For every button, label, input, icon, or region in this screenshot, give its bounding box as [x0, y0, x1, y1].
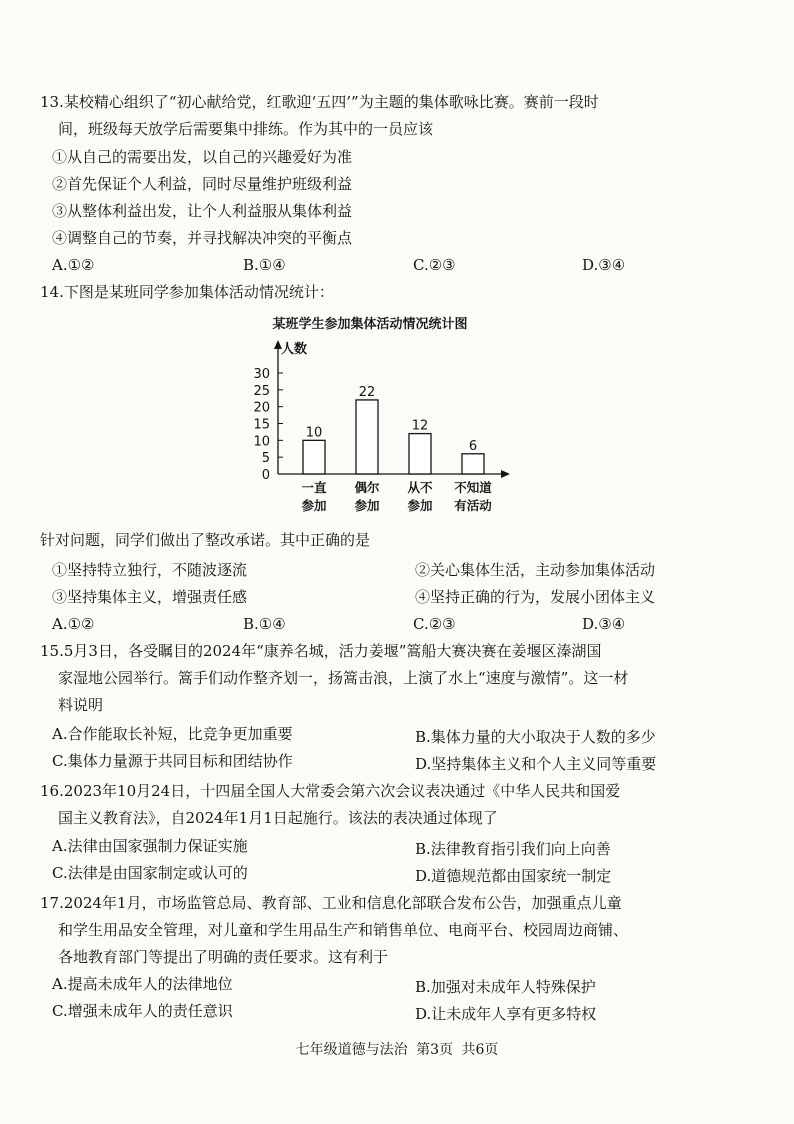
q15-option-a: A.合作能取长补短，比竞争更加重要 [52, 725, 293, 743]
q16-option-b: B.法律教育指引我们向上向善 [415, 840, 611, 858]
page-footer [0, 1041, 794, 1059]
q17-stem-line3: 各地教育部门等提出了明确的责任要求。这有利于 [58, 948, 389, 966]
q17-stem-line2: 和学生用品安全管理，对儿童和学生用品生产和销售单位、电商平台、校园周边商铺、 [58, 921, 629, 939]
bar-value-label-1: 10 [305, 425, 323, 441]
q17-stem-line1: 17.2024年1月，市场监管总局、教育部、工业和信息化部联合发布公告，加强重点儿童 [40, 894, 622, 912]
q14-item-2: ②关心集体生活，主动参加集体活动 [415, 561, 656, 579]
q13-item-1: ①从自己的需要出发，以自己的兴趣爱好为准 [52, 148, 353, 166]
y-tick-label-0: 0 [261, 468, 270, 483]
bar-chart [228, 313, 528, 518]
bar-value-label-3: 12 [411, 418, 429, 434]
q16-stem-line2: 国主义教育法》，自2024年1月1日起施行。该法的表决通过体现了 [58, 809, 498, 827]
q13-item-3: ③从整体利益出发，让个人利益服从集体利益 [52, 202, 353, 220]
y-tick-label-10: 10 [253, 434, 270, 450]
y-tick-label-5: 5 [261, 451, 270, 467]
y-tick-label-25: 25 [253, 383, 270, 399]
y-axis-label: 人数 [281, 342, 308, 357]
category-label-2-line2: 参加 [354, 498, 380, 513]
bar-value-label-4: 6 [468, 438, 478, 454]
footer-page-number: 第3页 [416, 1042, 453, 1058]
q13-item-4: ④调整自己的节奏，并寻找解决冲突的平衡点 [52, 229, 353, 247]
q14-option-c: C.②③ [413, 615, 456, 633]
q13-option-a: A.①② [52, 256, 95, 274]
q14-item-1: ①坚持特立独行，不随波逐流 [52, 561, 248, 579]
q15-option-c: C.集体力量源于共同目标和团结协作 [52, 752, 293, 770]
category-label-4-line2: 有活动 [454, 498, 492, 513]
category-label-1-line1: 一直 [301, 480, 327, 495]
q14-item-3: ③坚持集体主义，增强责任感 [52, 588, 248, 606]
category-label-3-line2: 参加 [407, 498, 433, 513]
q16-option-a: A.法律由国家强制力保证实施 [52, 837, 248, 855]
q16-option-c: C.法律是由国家制定或认可的 [52, 864, 248, 882]
y-tick-label-20: 20 [253, 400, 270, 416]
bar-3 [409, 434, 431, 474]
y-tick-label-15: 15 [253, 417, 270, 433]
q14-after-text: 针对问题，同学们做出了整改承诺。其中正确的是 [40, 531, 371, 549]
q17-option-a: A.提高未成年人的法律地位 [52, 975, 233, 993]
bar-value-label-2: 22 [358, 384, 376, 400]
q16-stem-line1: 16.2023年10月24日，十四届全国人大常委会第六次会议表决通过《中华人民共和国爱 [40, 782, 621, 800]
q13-option-b: B.①④ [243, 256, 286, 274]
q15-option-b: B.集体力量的大小取决于人数的多少 [415, 728, 656, 746]
q17-option-b: B.加强对未成年人特殊保护 [415, 978, 596, 996]
q16-option-d: D.道德规范都由国家统一制定 [415, 867, 612, 885]
q17-option-c: C.增强未成年人的责任意识 [52, 1002, 233, 1020]
q15-stem-line3: 料说明 [58, 696, 104, 714]
bar-1 [303, 440, 325, 474]
bar-4 [462, 454, 484, 474]
q15-stem-line1: 15.5月3日，各受瞩目的2024年“康养名城，活力姜堰”篙船大赛决赛在姜堰区溱湖国 [40, 642, 602, 660]
q15-option-d: D.坚持集体主义和个人主义同等重要 [415, 755, 657, 773]
q14-stem: 14.下图是某班同学参加集体活动情况统计： [40, 283, 334, 301]
q17-option-d: D.让未成年人享有更多特权 [415, 1005, 597, 1023]
x-axis-arrow [501, 470, 510, 478]
category-label-4-line1: 不知道 [454, 480, 492, 495]
q13-item-2: ②首先保证个人利益，同时尽量维护班级利益 [52, 175, 353, 193]
chart-title: 某班学生参加集体活动情况统计图 [272, 317, 468, 332]
footer-subject: 七年级道德与法治 [295, 1042, 408, 1058]
q13-option-d: D.③④ [582, 256, 626, 274]
q15-stem-line2: 家湿地公园举行。篙手们动作整齐划一，扬篙击浪，上演了水上“速度与激情”。这一材 [58, 669, 629, 687]
q14-option-a: A.①② [52, 615, 95, 633]
bar-2 [356, 400, 378, 474]
footer-total-pages: 共6页 [461, 1042, 499, 1058]
category-label-2-line1: 偶尔 [354, 480, 380, 495]
y-tick-label-30: 30 [253, 367, 270, 382]
q13-option-c: C.②③ [413, 256, 456, 274]
q14-item-4: ④坚持正确的行为，发展小团体主义 [415, 588, 656, 606]
q13-stem-line2: 间，班级每天放学后需要集中排练。作为其中的一员应该 [58, 120, 434, 138]
bar-chart-svg [228, 313, 528, 518]
q13-stem-line1: 13.某校精心组织了“初心献给党，红歌迎‘五四’”为主题的集体歌咏比赛。赛前一段时 [40, 93, 599, 111]
category-label-1-line2: 参加 [301, 498, 327, 513]
category-label-3-line1: 从不 [407, 480, 433, 495]
q14-option-d: D.③④ [582, 615, 626, 633]
q14-option-b: B.①④ [243, 615, 286, 633]
